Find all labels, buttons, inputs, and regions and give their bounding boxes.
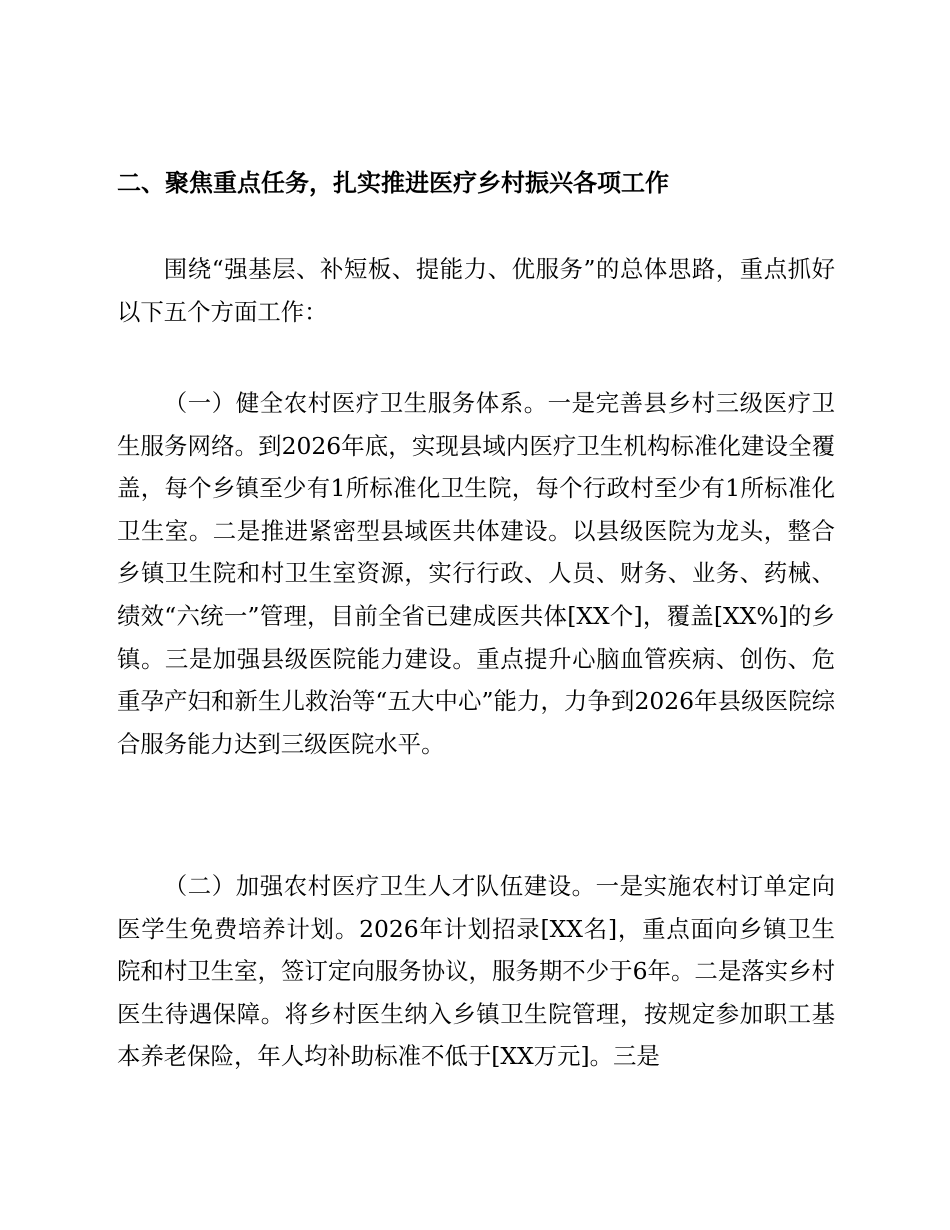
paragraph-service-system: （一）健全农村医疗卫生服务体系。一是完善县乡村三级医疗卫生服务网络。到2026年底，实现县域内医疗卫生机构标准化建设全覆盖，每个乡镇至少有1所标准化卫生院，每个行政村至少有1所标准化卫生室。二是推进紧密型县域医共体建设。以县级医院为龙头，整合乡镇卫生院和村卫生室资源，实行行政、人员、财务、业务、药械、绩效“六统一”管理，目前全省已建成医共体[XX个]，覆盖[XX%]的乡镇。三是加强县级医院能力建设。重点提升心脑血管疾病、创伤、危重孕产妇和新生儿救治等“五大中心”能力，力争到2026年县级医院综合服务能力达到三级医院水平。 — [117, 389, 835, 758]
section-heading: 二、聚焦重点任务，扎实推进医疗乡村振兴各项工作 — [117, 169, 669, 197]
intro-paragraph: 围绕“强基层、补短板、提能力、优服务”的总体思路，重点抓好以下五个方面工作： — [117, 255, 835, 326]
paragraph-talent-team: （二）加强农村医疗卫生人才队伍建设。一是实施农村订单定向医学生免费培养计划。2026年计划招录[XX名]，重点面向乡镇卫生院和村卫生室，签订定向服务协议，服务期不少于6年。二是落实乡村医生待遇保障。将乡村医生纳入乡镇卫生院管理，按规定参加职工基本养老保险，年人均补助标准不低于[XX万元]。三是 — [117, 872, 835, 1071]
